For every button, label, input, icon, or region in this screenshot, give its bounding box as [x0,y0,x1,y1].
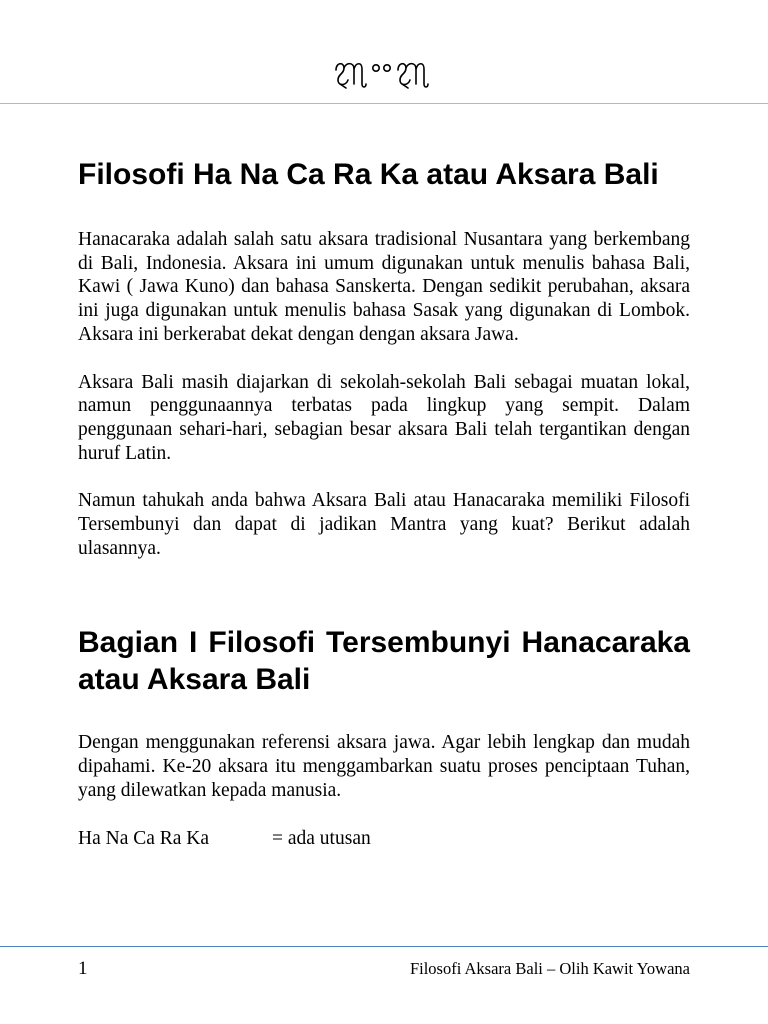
document-body [78,156,690,850]
paragraph-philosophy: Namun tahukah anda bahwa Aksara Bali atau Hanacaraka memiliki Filosofi Tersembunyi dan dapat di jadikan Mantra yang kuat? Berikut adalah ulasannya. [78,490,690,559]
definition-term: Ha Na Ca Ra Ka [78,827,210,849]
page-number: 1 [78,958,88,979]
page-title: Filosofi Ha Na Ca Ra Ka atau Aksara Bali [78,158,659,191]
header-ornament [0,56,768,92]
definition-value: = ada utusan [272,827,371,849]
footer-rule [0,946,768,947]
section-paragraph: Dengan menggunakan referensi aksara jawa. Agar lebih lengkap dan mudah dipahami. Ke-20 aksara itu menggambarkan suatu proses penciptaan Tuhan, yang dilewatkan kepada manusia. [78,732,690,801]
balinese-script-ornament-icon [332,56,436,92]
page-footer [78,958,690,980]
section-heading: Bagian I Filosofi Tersembunyi Hanacaraka atau Aksara Bali [78,626,690,697]
footer-text: Filosofi Aksara Bali – Olih Kawit Yowana [409,959,690,978]
header-rule [0,103,768,104]
paragraph-education: Aksara Bali masih diajarkan di sekolah-sekolah Bali sebagai muatan lokal, namun penggunaannya terbatas pada lingkup yang sempit. Dalam penggunaan sehari-hari, sebagian besar aksara Bali telah tergantikan dengan huruf Latin. [78,371,690,464]
paragraph-intro: Hanacaraka adalah salah satu aksara tradisional Nusantara yang berkembang di Bali, Indonesia. Aksara ini umum digunakan untuk menulis bahasa Bali, Kawi ( Jawa Kuno) dan bahasa Sanskerta. Dengan sedikit perubahan, aksara ini juga digunakan untuk menulis bahasa Sasak yang digunakan di Lombok. Aksara ini berkerabat dekat dengan dengan aksara Jawa. [78,229,690,345]
definition-line [78,827,690,851]
